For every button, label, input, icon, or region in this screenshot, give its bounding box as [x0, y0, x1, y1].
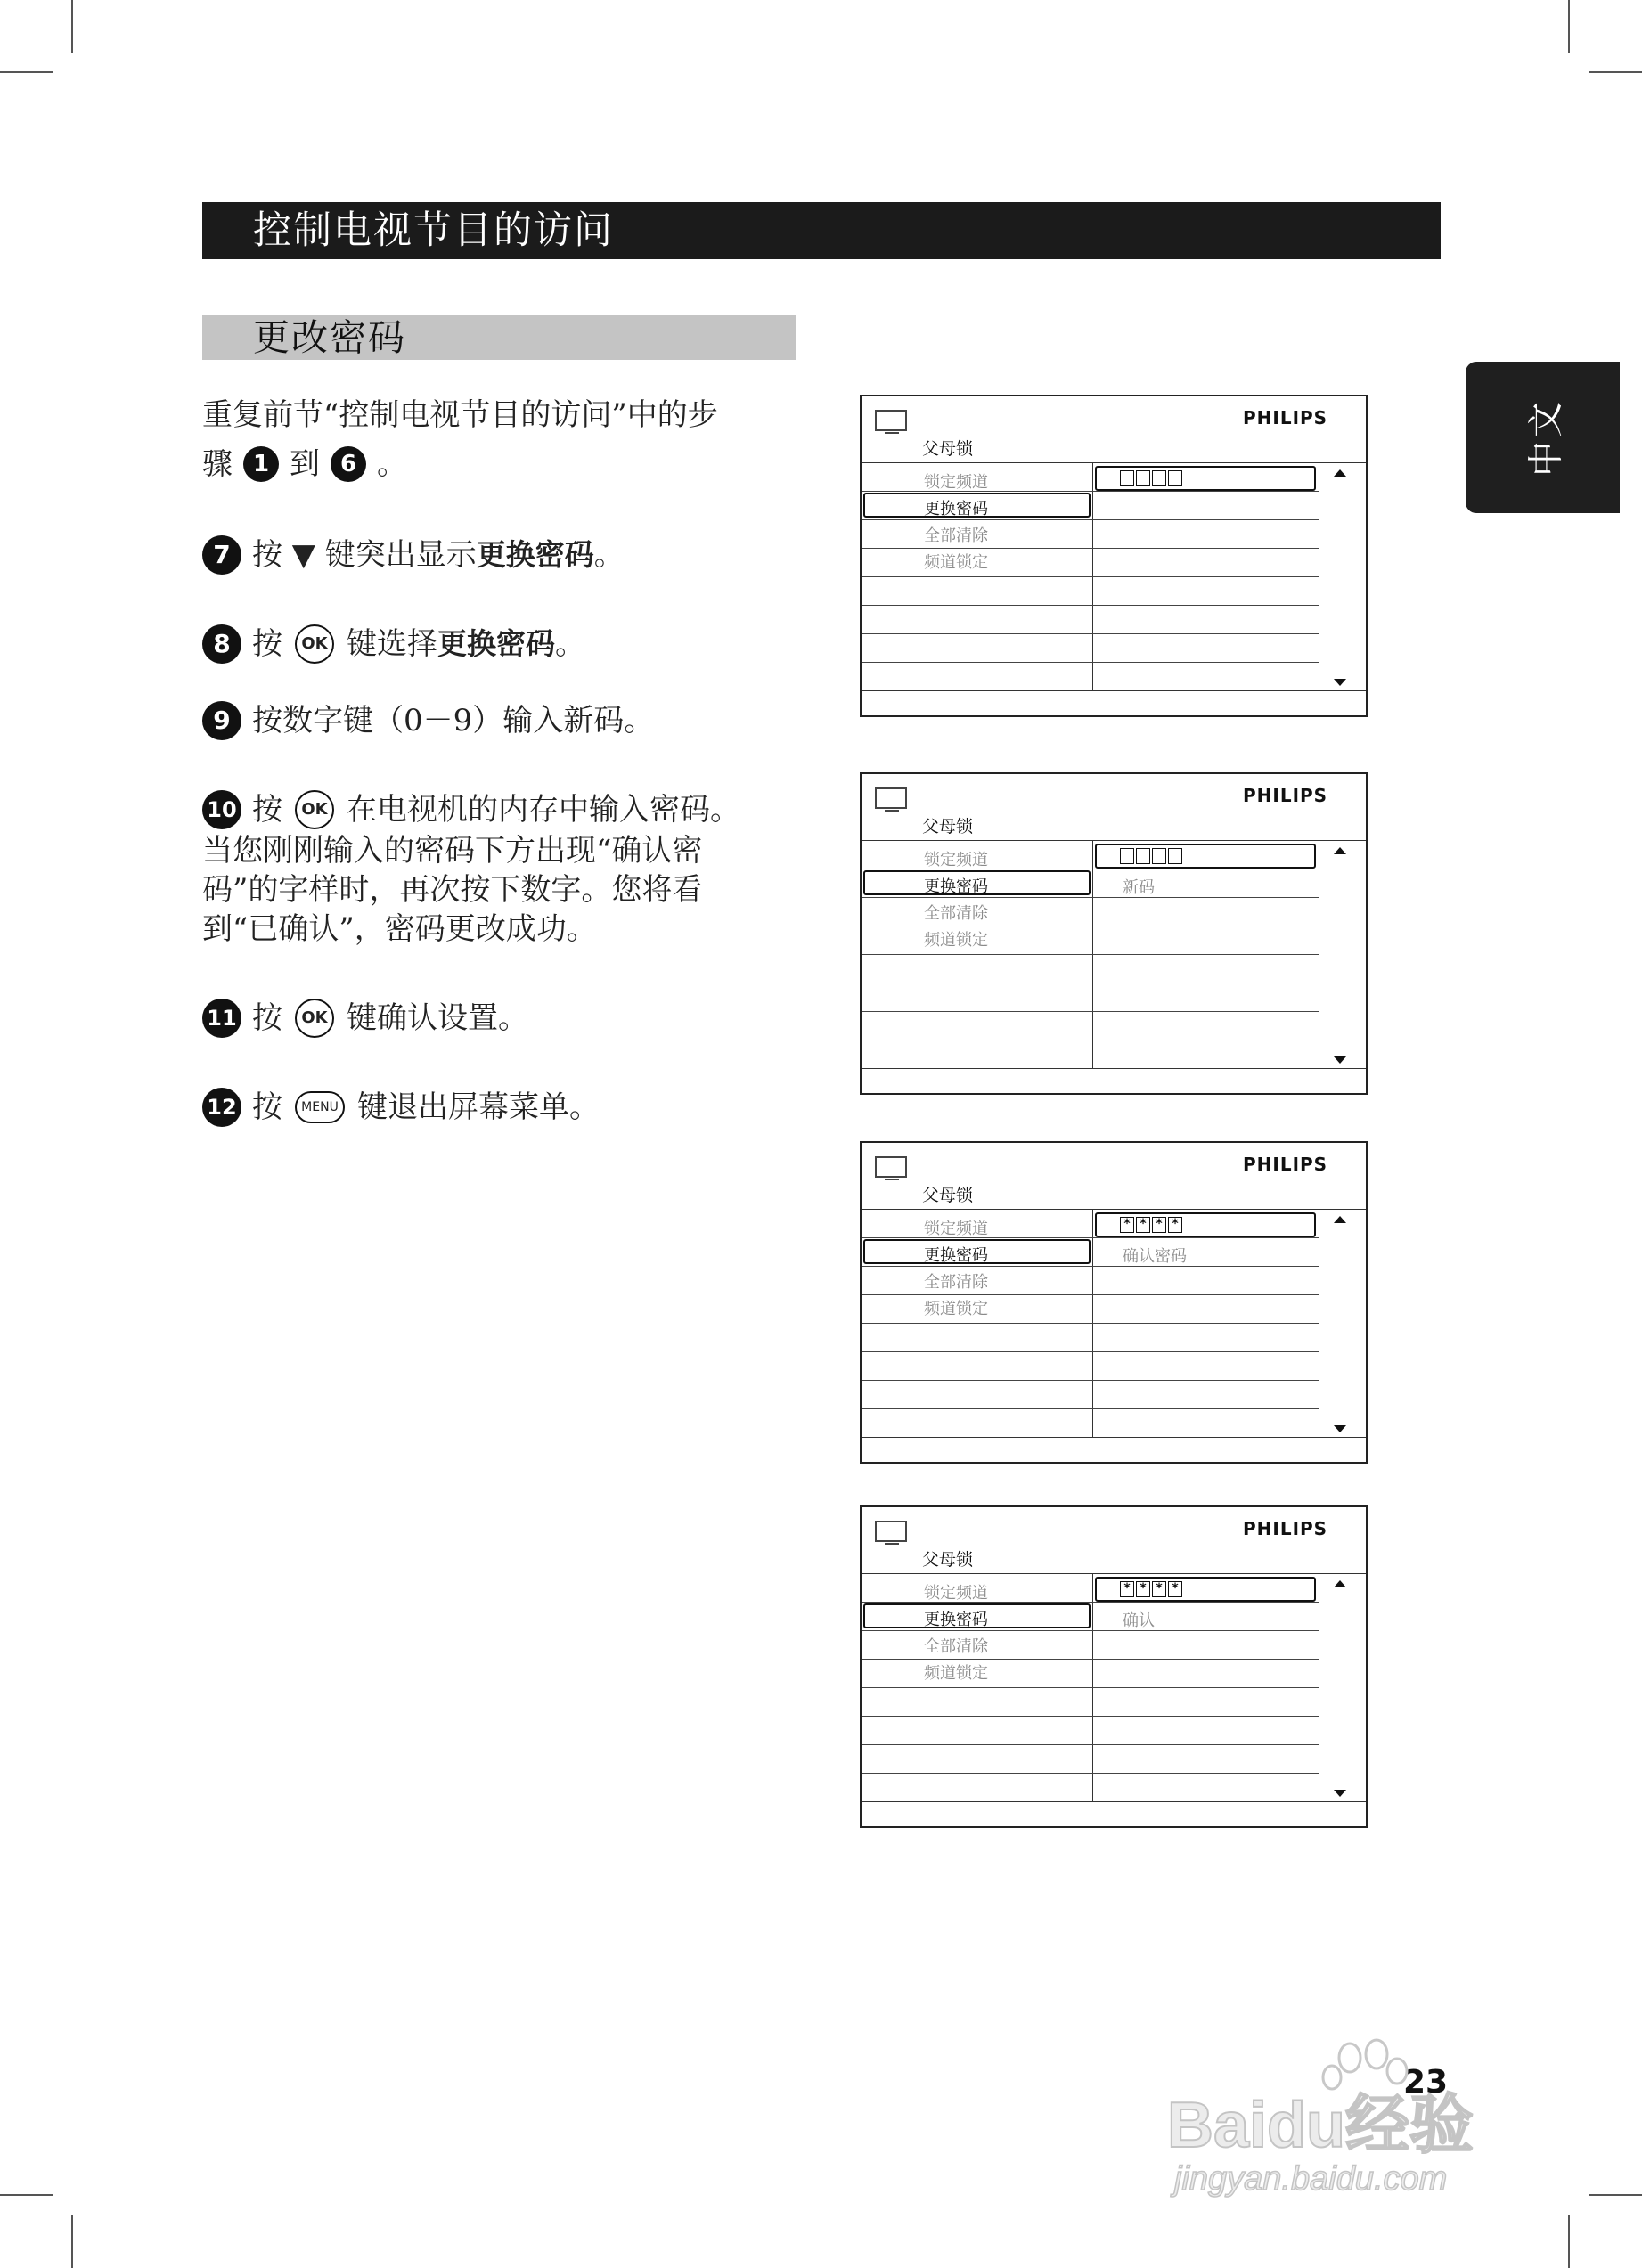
menu-item[interactable]: 锁定频道: [924, 473, 988, 492]
code-cells: [1120, 1217, 1184, 1233]
scroll-up-icon[interactable]: [1334, 469, 1346, 477]
step-8-mid: 键选择: [347, 626, 437, 662]
philips-logo: PHILIPS: [1243, 785, 1328, 806]
step-number-icon: 11: [202, 999, 241, 1038]
step-number-icon: 12: [202, 1088, 241, 1127]
menu-key-icon: MENU: [295, 1091, 345, 1123]
row-divider: [862, 548, 1319, 549]
code-digit: *: [1136, 1217, 1150, 1233]
crop-mark: [0, 2194, 53, 2196]
step-7: [202, 534, 625, 575]
language-tab: [1466, 362, 1620, 513]
menu-title: 父母锁: [922, 1550, 974, 1570]
step-8: [202, 624, 585, 665]
tv-icon: [874, 787, 910, 813]
crop-mark: [1589, 71, 1642, 73]
intro-line2-end: 。: [377, 446, 407, 482]
tv-icon: [874, 1520, 910, 1546]
divider: [862, 1209, 1366, 1210]
row-divider: [862, 1323, 1319, 1324]
step-12: [202, 1087, 600, 1128]
step-9: [202, 700, 654, 741]
step-8-bold: 更换密码: [437, 626, 555, 661]
step-7-pre: 按 ▼ 键突出显示: [252, 537, 477, 573]
step-number-icon: 8: [202, 624, 241, 664]
menu-item[interactable]: 全部清除: [924, 1273, 988, 1292]
row-divider: [862, 1716, 1319, 1717]
menu-selection-highlight: [863, 493, 1091, 518]
menu-item[interactable]: 频道锁定: [924, 553, 988, 572]
menu-item[interactable]: 全部清除: [924, 904, 988, 923]
step-10-line2: 当您刚刚输入的密码下方出现“确认密: [202, 833, 703, 869]
code-digit: *: [1168, 1581, 1182, 1597]
code-digit: *: [1152, 1581, 1166, 1597]
menu-item[interactable]: 更换密码: [924, 1611, 988, 1629]
crop-mark: [0, 71, 53, 73]
step-11-pre: 按: [252, 1000, 282, 1036]
code-digit: *: [1136, 1581, 1150, 1597]
step-number-icon: 7: [202, 535, 241, 575]
row-divider: [862, 1773, 1319, 1774]
divider: [862, 462, 1366, 463]
menu-item[interactable]: 更换密码: [924, 877, 988, 896]
menu-screen-3: [860, 1141, 1368, 1464]
menu-item[interactable]: 频道锁定: [924, 1664, 988, 1683]
step-12-post: 键退出屏幕菜单。: [357, 1089, 600, 1125]
divider: [862, 840, 1366, 841]
menu-screen-2: [860, 772, 1368, 1095]
code-status: 确认: [1123, 1611, 1155, 1630]
menu-item[interactable]: 锁定频道: [924, 851, 988, 869]
code-digit: [1136, 848, 1150, 864]
scroll-down-icon[interactable]: [1334, 1056, 1346, 1064]
step-7-bold: 更换密码: [476, 537, 594, 572]
intro-line1: 重复前节“控制电视节目的访问”中的步: [202, 397, 718, 433]
code-digit: [1168, 470, 1182, 486]
page-number: 23: [1403, 2064, 1449, 2101]
menu-item[interactable]: 锁定频道: [924, 1584, 988, 1603]
code-digit: [1136, 470, 1150, 486]
scroll-up-icon[interactable]: [1334, 1580, 1346, 1587]
menu-title: 父母锁: [922, 817, 974, 836]
row-divider: [862, 519, 1319, 520]
code-digit: *: [1152, 1217, 1166, 1233]
code-digit: [1152, 848, 1166, 864]
code-digit: *: [1120, 1581, 1134, 1597]
step-10-line4: 到“已确认”，密码更改成功。: [202, 911, 597, 947]
tv-icon: [874, 1155, 910, 1182]
crop-mark: [1568, 2215, 1570, 2268]
philips-logo: PHILIPS: [1243, 1154, 1328, 1175]
row-divider: [862, 897, 1319, 898]
menu-screen-4: [860, 1505, 1368, 1828]
menu-item[interactable]: 锁定频道: [924, 1220, 988, 1238]
code-digit: *: [1120, 1217, 1134, 1233]
code-cells: [1120, 1581, 1184, 1597]
step-number-icon: 1: [243, 446, 279, 482]
menu-item[interactable]: 全部清除: [924, 1637, 988, 1656]
row-divider: [862, 1294, 1319, 1295]
menu-item[interactable]: 全部清除: [924, 526, 988, 545]
watermark-brand: Baidu经验: [1167, 2090, 1475, 2161]
menu-item[interactable]: 频道锁定: [924, 931, 988, 950]
intro-line2: [202, 444, 407, 485]
row-divider: [862, 954, 1319, 955]
ok-key-icon: OK: [295, 624, 334, 664]
philips-logo: PHILIPS: [1243, 1518, 1328, 1539]
menu-selection-highlight: [863, 1239, 1091, 1264]
row-divider: [862, 662, 1319, 663]
crop-mark: [71, 0, 73, 53]
menu-screen-1: [860, 395, 1368, 717]
step-number-icon: 6: [331, 446, 366, 482]
step-number-icon: 10: [202, 790, 241, 829]
divider: [862, 1801, 1366, 1802]
code-cells: [1120, 470, 1184, 486]
menu-title: 父母锁: [922, 1186, 974, 1205]
step-10-pre: 按: [252, 792, 282, 828]
scroll-up-icon[interactable]: [1334, 847, 1346, 854]
ok-key-icon: OK: [295, 790, 334, 829]
baidu-watermark-logo: [1158, 2022, 1550, 2200]
language-tab-label: 中文: [1525, 398, 1566, 477]
ok-key-icon: OK: [295, 999, 334, 1038]
step-10-line1: 在电视机的内存中输入密码。: [347, 792, 740, 828]
intro-line2-pre: 骤: [202, 446, 233, 482]
code-digit: [1168, 848, 1182, 864]
step-8-post: 。: [555, 626, 585, 662]
step-10: [202, 789, 740, 830]
code-digit: [1120, 470, 1134, 486]
step-8-pre: 按: [252, 626, 282, 662]
code-status: 确认密码: [1123, 1247, 1187, 1266]
divider: [862, 1573, 1366, 1574]
step-10-line3: 码”的字样时，再次按下数字。您将看: [202, 872, 703, 908]
row-divider: [862, 1687, 1319, 1688]
row-divider: [862, 1659, 1319, 1660]
scroll-down-icon[interactable]: [1334, 1425, 1346, 1432]
row-divider: [862, 576, 1319, 577]
divider: [862, 1068, 1366, 1069]
menu-item[interactable]: 更换密码: [924, 1246, 988, 1265]
code-digit: [1152, 470, 1166, 486]
row-divider: [862, 1351, 1319, 1352]
row-divider: [862, 1408, 1319, 1409]
tv-icon: [874, 409, 910, 436]
step-9-text: 按数字键（0－9）输入新码。: [252, 703, 655, 738]
row-divider: [862, 1744, 1319, 1745]
row-divider: [862, 1266, 1319, 1267]
page-title: 控制电视节目的访问: [202, 202, 1441, 259]
divider: [862, 1437, 1366, 1438]
step-11-post: 键确认设置。: [347, 1000, 528, 1036]
row-divider: [862, 1011, 1319, 1012]
code-status: 新码: [1123, 878, 1155, 897]
code-digit: *: [1168, 1217, 1182, 1233]
scroll-down-icon[interactable]: [1334, 1790, 1346, 1797]
intro-line2-mid: 到: [290, 446, 320, 482]
crop-mark: [1568, 0, 1570, 53]
step-7-post: 。: [593, 537, 625, 573]
row-divider: [862, 633, 1319, 634]
divider: [862, 690, 1366, 691]
crop-mark: [71, 2215, 73, 2268]
code-digit: [1120, 848, 1134, 864]
step-11: [202, 998, 528, 1039]
watermark-url: jingyan.baidu.com: [1174, 2160, 1448, 2198]
crop-mark: [1589, 2194, 1642, 2196]
scroll-down-icon[interactable]: [1334, 679, 1346, 686]
row-divider: [862, 1380, 1319, 1381]
menu-item[interactable]: 更换密码: [924, 500, 988, 518]
code-cells: [1120, 848, 1184, 864]
row-divider: [862, 1630, 1319, 1631]
step-12-pre: 按: [252, 1089, 282, 1125]
menu-item[interactable]: 频道锁定: [924, 1300, 988, 1318]
philips-logo: PHILIPS: [1243, 407, 1328, 428]
menu-selection-highlight: [863, 1603, 1091, 1628]
section-title: 更改密码: [202, 315, 796, 360]
scroll-up-icon[interactable]: [1334, 1216, 1346, 1223]
step-number-icon: 9: [202, 701, 241, 740]
menu-title: 父母锁: [922, 439, 974, 459]
row-divider: [862, 605, 1319, 606]
menu-selection-highlight: [863, 870, 1091, 895]
